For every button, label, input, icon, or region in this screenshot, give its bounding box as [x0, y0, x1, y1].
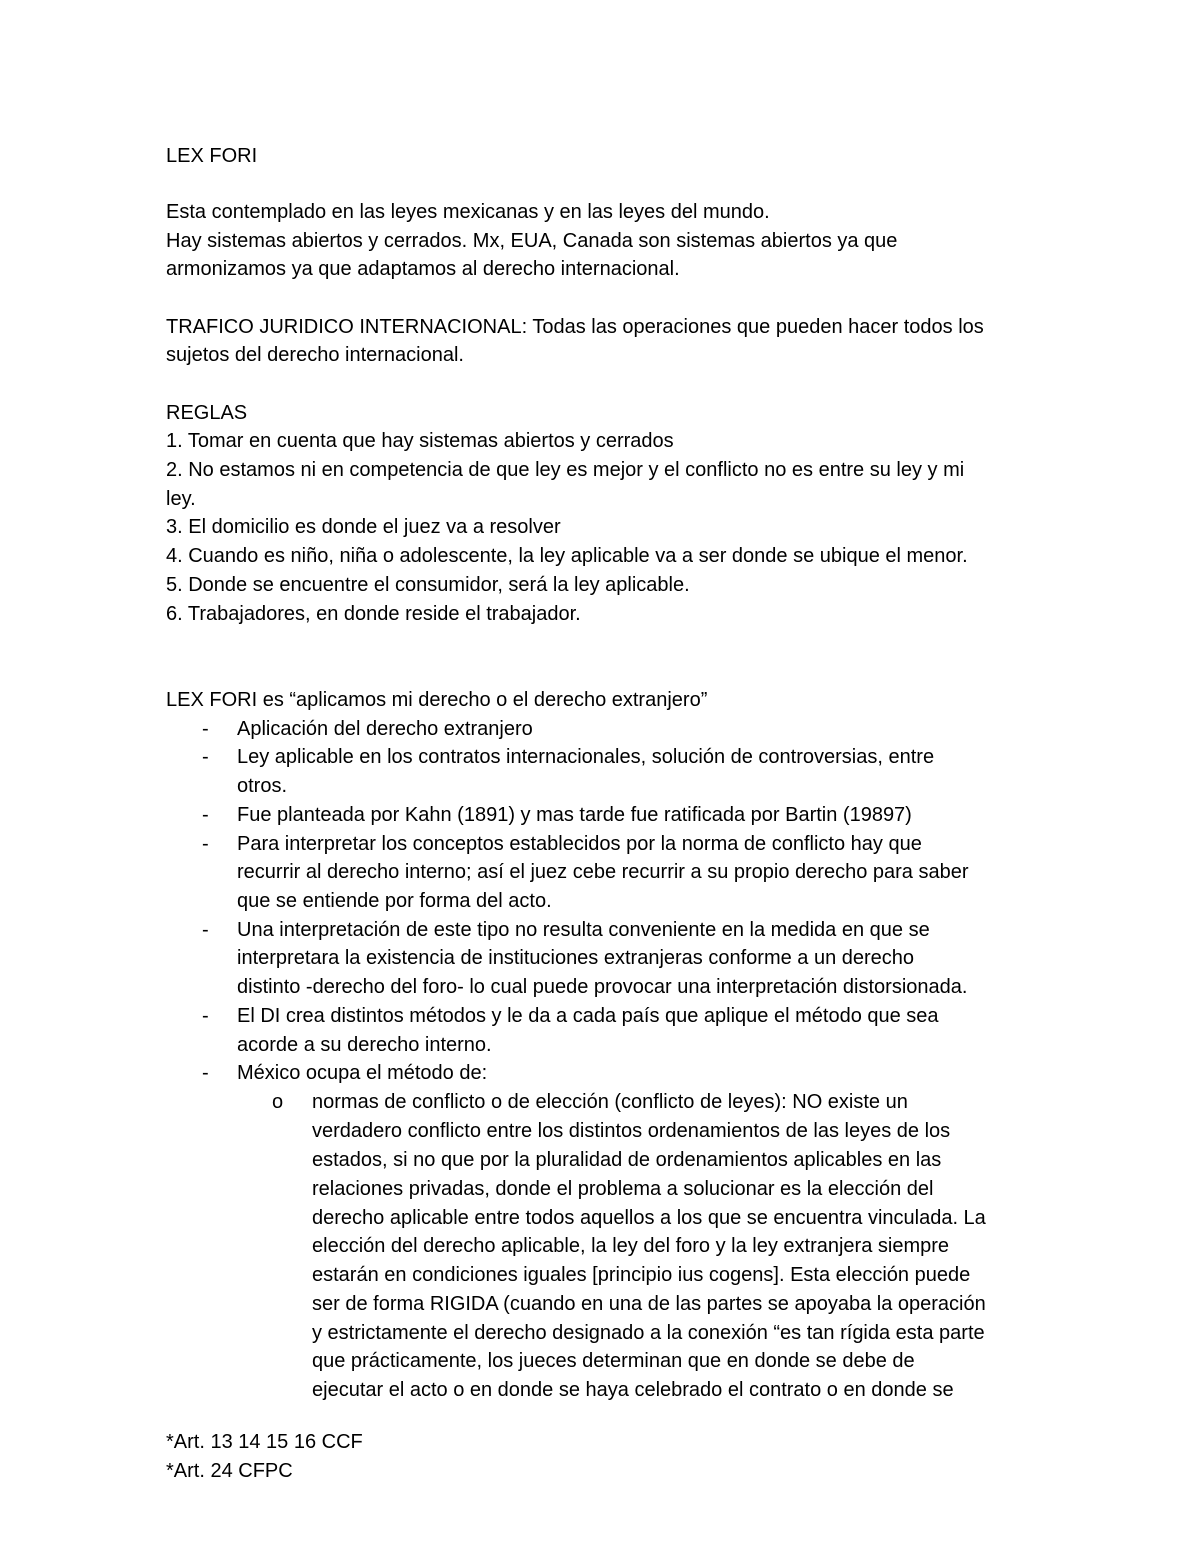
trafico-line: TRAFICO JURIDICO INTERNACIONAL: Todas las operaciones que pueden hacer todos los [166, 316, 984, 338]
sub-bullet-line: que prácticamente, los jueces determinan que en donde se debe de [312, 1350, 915, 1372]
dash-bullet-marker: - [202, 919, 209, 941]
dash-bullet-marker: - [202, 804, 209, 826]
footnote: *Art. 24 CFPC [166, 1460, 293, 1482]
sub-bullet-line: ser de forma RIGIDA (cuando en una de las partes se apoyaba la operación [312, 1293, 986, 1315]
dash-bullet-marker: - [202, 1062, 209, 1084]
footnote: *Art. 13 14 15 16 CCF [166, 1431, 363, 1453]
intro-line: Esta contemplado en las leyes mexicanas y en las leyes del mundo. [166, 201, 770, 223]
intro-line: Hay sistemas abiertos y cerrados. Mx, EUA, Canada son sistemas abiertos ya que [166, 230, 898, 252]
bullet-line: El DI crea distintos métodos y le da a cada país que aplique el método que sea [237, 1005, 939, 1027]
sub-bullet-line: ejecutar el acto o en donde se haya celebrado el contrato o en donde se [312, 1379, 954, 1401]
bullet-line: distinto -derecho del foro- lo cual puede provocar una interpretación distorsionada. [237, 976, 968, 998]
reglas-heading: REGLAS [166, 402, 248, 424]
regla-line: 3. El domicilio es donde el juez va a resolver [166, 516, 561, 538]
lexfori-heading: LEX FORI es “aplicamos mi derecho o el derecho extranjero” [166, 689, 708, 711]
regla-line: 2. No estamos ni en competencia de que ley es mejor y el conflicto no es entre su ley y mi [166, 459, 965, 481]
page-title: LEX FORI [166, 145, 258, 167]
bullet-line: Ley aplicable en los contratos internacionales, solución de controversias, entre [237, 746, 935, 768]
sub-bullet-line: verdadero conflicto entre los distintos ordenamientos de las leyes de los [312, 1120, 951, 1142]
bullet-line: Aplicación del derecho extranjero [237, 718, 533, 740]
sub-bullet-line: y estrictamente el derecho designado a la conexión “es tan rígida esta parte [312, 1322, 985, 1344]
regla-line: 4. Cuando es niño, niña o adolescente, la ley aplicable va a ser donde se ubique el menor. [166, 545, 968, 567]
dash-bullet-marker: - [202, 746, 209, 768]
bullet-line: Una interpretación de este tipo no resulta conveniente en la medida en que se [237, 919, 930, 941]
sub-bullet-line: elección del derecho aplicable, la ley del foro y la ley extranjera siempre [312, 1235, 950, 1257]
regla-line: 5. Donde se encuentre el consumidor, será la ley aplicable. [166, 574, 690, 596]
bullet-line: otros. [237, 775, 288, 797]
sub-bullet-line: normas de conflicto o de elección (conflicto de leyes): NO existe un [312, 1091, 908, 1113]
bullet-line: Fue planteada por Kahn (1891) y mas tarde fue ratificada por Bartin (19897) [237, 804, 912, 826]
bullet-line: Para interpretar los conceptos establecidos por la norma de conflicto hay que [237, 833, 922, 855]
dash-bullet-marker: - [202, 833, 209, 855]
trafico-line: sujetos del derecho internacional. [166, 344, 464, 366]
bullet-line: que se entiende por forma del acto. [237, 890, 552, 912]
dash-bullet-marker: - [202, 1005, 209, 1027]
regla-line: 6. Trabajadores, en donde reside el trabajador. [166, 603, 581, 625]
circle-bullet-marker: o [272, 1091, 284, 1113]
regla-line: ley. [166, 488, 196, 510]
bullet-line: interpretara la existencia de instituciones extranjeras conforme a un derecho [237, 947, 915, 969]
sub-bullet-line: estarán en condiciones iguales [principio ius cogens]. Esta elección puede [312, 1264, 971, 1286]
sub-bullet-line: derecho aplicable entre todos aquellos a los que se encuentra vinculada. La [312, 1207, 986, 1229]
bullet-line: acorde a su derecho interno. [237, 1034, 492, 1056]
bullet-line: recurrir al derecho interno; así el juez cebe recurrir a su propio derecho para saber [237, 861, 969, 883]
regla-line: 1. Tomar en cuenta que hay sistemas abiertos y cerrados [166, 430, 674, 452]
sub-bullet-line: estados, si no que por la pluralidad de ordenamientos aplicables en las [312, 1149, 942, 1171]
sub-bullet-line: relaciones privadas, donde el problema a solucionar es la elección del [312, 1178, 934, 1200]
dash-bullet-marker: - [202, 718, 209, 740]
intro-line: armonizamos ya que adaptamos al derecho internacional. [166, 258, 680, 280]
bullet-line: México ocupa el método de: [237, 1062, 488, 1084]
